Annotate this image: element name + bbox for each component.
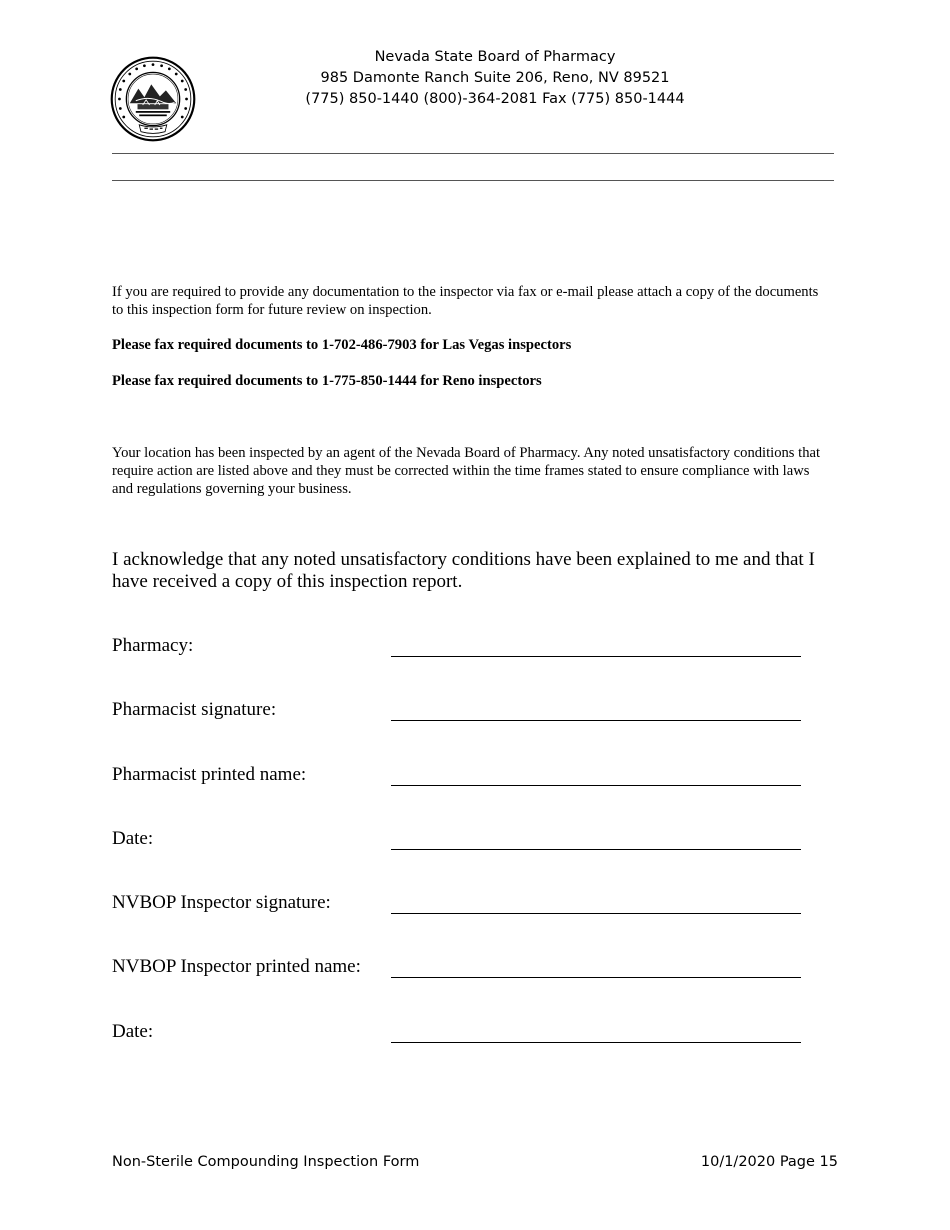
pharmacist-printed-name-field bbox=[112, 763, 802, 789]
footer-date-page: 10/1/2020 Page 15 bbox=[700, 1154, 838, 1170]
pharmacist-signature-line[interactable] bbox=[391, 720, 801, 721]
field-label: NVBOP Inspector printed name: bbox=[112, 956, 361, 977]
field-label: Pharmacist printed name: bbox=[112, 764, 307, 785]
footer-form-name: Non-Sterile Compounding Inspection Form bbox=[112, 1154, 420, 1170]
pharmacist-date-line[interactable] bbox=[391, 849, 801, 850]
inspector-printed-name-line[interactable] bbox=[391, 977, 801, 978]
org-name: Nevada State Board of Pharmacy bbox=[374, 49, 616, 65]
field-label: Date: bbox=[112, 1021, 154, 1042]
inspector-signature-field bbox=[112, 891, 802, 917]
documentation-instructions: If you are required to provide any documentation to the inspector via fax or e-mail please attach a copy of the documents to this inspection form for future review on inspection. bbox=[112, 284, 819, 318]
pharmacy-signature-line[interactable] bbox=[391, 656, 801, 657]
inspector-signature-line[interactable] bbox=[391, 913, 801, 914]
pharmacist-signature-field bbox=[112, 698, 802, 724]
org-address: 985 Damonte Ranch Suite 206, Reno, NV 89521 bbox=[320, 70, 670, 86]
inspector-date-line[interactable] bbox=[391, 1042, 801, 1043]
inspection-notice: Your location has been inspected by an agent of the Nevada Board of Pharmacy. Any noted unsatisfactory conditions that require action are listed above and they must be corrected within the time frames stated to ensure compliance with laws and regulations governing your business. bbox=[112, 445, 821, 497]
field-label: Pharmacy: bbox=[112, 635, 194, 656]
pharmacy-field bbox=[112, 634, 802, 660]
acknowledgement-statement: I acknowledge that any noted unsatisfactory conditions have been explained to me and that I have received a copy of this inspection report. bbox=[112, 549, 815, 592]
fax-las-vegas: Please fax required documents to 1-702-486-7903 for Las Vegas inspectors bbox=[112, 337, 572, 353]
header-divider bbox=[112, 153, 834, 154]
header-divider bbox=[112, 180, 834, 181]
org-phones: (775) 850-1440 (800)-364-2081 Fax (775) 850-1444 bbox=[305, 91, 685, 107]
pharmacist-date-field bbox=[112, 827, 802, 853]
inspector-date-field bbox=[112, 1020, 802, 1046]
nevada-state-seal-logo bbox=[110, 56, 196, 142]
letterhead bbox=[240, 47, 750, 110]
field-label: NVBOP Inspector signature: bbox=[112, 892, 331, 913]
inspector-printed-name-field bbox=[112, 955, 802, 981]
field-label: Pharmacist signature: bbox=[112, 699, 277, 720]
fax-reno: Please fax required documents to 1-775-850-1444 for Reno inspectors bbox=[112, 373, 542, 389]
field-label: Date: bbox=[112, 828, 154, 849]
pharmacist-printed-name-line[interactable] bbox=[391, 785, 801, 786]
